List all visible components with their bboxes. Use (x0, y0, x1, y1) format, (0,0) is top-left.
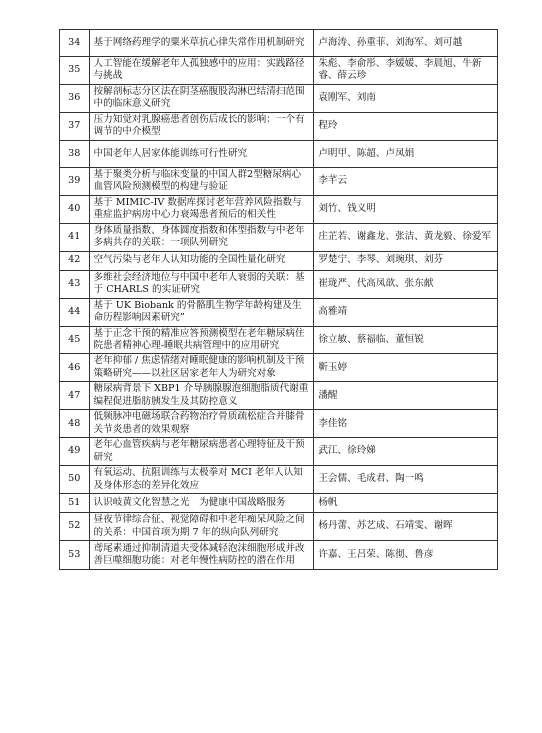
table-row (60, 140, 498, 167)
table-row (60, 513, 498, 541)
paper-title: 认识岐黄文化智慧之光 为健康中国战略服务 (89, 494, 314, 513)
row-number: 35 (60, 57, 90, 85)
paper-title: 老年心血管疾病与老年糖尿病患者心理特征及干预研究 (89, 438, 314, 466)
table-row (60, 438, 498, 466)
table-row (60, 326, 498, 354)
paper-title: 老年抑郁 / 焦虑情绪对睡眠健康的影响机制及干预策略研究——以社区居家老年人为研究对象 (89, 354, 314, 382)
row-number: 38 (60, 140, 90, 167)
table-row (60, 84, 498, 112)
paper-table-body (60, 30, 498, 570)
table-row (60, 270, 498, 298)
row-number: 41 (60, 223, 90, 251)
paper-authors: 武江、徐玲娣 (314, 438, 498, 466)
row-number: 37 (60, 112, 90, 140)
paper-title: 按解剖标志分区法在阴茎癌腹股沟淋巴结清扫范围中的临床意义研究 (89, 84, 314, 112)
table-row (60, 112, 498, 140)
table-row (60, 466, 498, 494)
paper-authors: 徐立敏、蔡福临、董恒锐 (314, 326, 498, 354)
paper-authors: 杨丹蕾、苏艺成、石靖雯、谢晖 (314, 513, 498, 541)
row-number: 46 (60, 354, 90, 382)
paper-title: 糖尿病背景下 XBP1 介导胰腺腺泡细胞脂质代谢重编程促进脂肪胰发生及其防控意义 (89, 382, 314, 410)
paper-title: 压力知觉对乳腺癌患者创伤后成长的影响：一个有调节的中介模型 (89, 112, 314, 140)
paper-authors: 高雅靖 (314, 298, 498, 326)
paper-title: 昼夜节律综合征、视觉障碍和中老年痴呆风险之间的关系：中国首项为期 7 年的纵向队列研究 (89, 513, 314, 541)
paper-authors: 杨帆 (314, 494, 498, 513)
table-row (60, 57, 498, 85)
table-row (60, 541, 498, 570)
paper-table (59, 29, 498, 570)
paper-title: 中国老年人居家体能训练可行性研究 (89, 140, 314, 167)
table-row (60, 382, 498, 410)
paper-title: 基于 UK Biobank 的骨骼肌生物学年龄构建及生命历程影响因素研究” (89, 298, 314, 326)
table-row (60, 354, 498, 382)
paper-title: 基于网络药理学的粟米草抗心律失常作用机制研究 (89, 30, 314, 57)
table-row (60, 251, 498, 270)
row-number: 40 (60, 195, 90, 223)
row-number: 50 (60, 466, 90, 494)
row-number: 52 (60, 513, 90, 541)
row-number: 45 (60, 326, 90, 354)
row-number: 43 (60, 270, 90, 298)
paper-authors: 刘竹、钱义明 (314, 195, 498, 223)
table-row (60, 410, 498, 438)
paper-authors: 崔珑严、代高凤歆、张东献 (314, 270, 498, 298)
paper-authors: 王会儒、毛成君、陶一鸣 (314, 466, 498, 494)
table-row (60, 30, 498, 57)
paper-title: 基于正念干预的精准应答预测模型在老年糖尿病住院患者精神心理-睡眠共病管理中的应用研究 (89, 326, 314, 354)
paper-authors: 卢海涛、孙重菲、刘海军、刘可越 (314, 30, 498, 57)
table-row (60, 298, 498, 326)
table-row (60, 167, 498, 195)
table-row (60, 195, 498, 223)
paper-title: 人工智能在缓解老年人孤独感中的应用：实践路径与挑战 (89, 57, 314, 85)
paper-authors: 朱彪、李俞彤、李媛媛、李晨旭、牛新睿、薛云珍 (314, 57, 498, 85)
row-number: 53 (60, 541, 90, 570)
paper-title: 鸢尾素通过抑制清道夫受体减轻泡沫细胞形成并改善巨噬细胞功能：对老年慢性病防控的潜在作用 (89, 541, 314, 570)
row-number: 51 (60, 494, 90, 513)
table-row (60, 223, 498, 251)
row-number: 49 (60, 438, 90, 466)
paper-authors: 李佳铭 (314, 410, 498, 438)
paper-authors: 许嘉、王吕荣、陈彻、鲁彦 (314, 541, 498, 570)
table-row (60, 494, 498, 513)
paper-title: 有氧运动、抗阻训练与太极拳对 MCI 老年人认知及身体形态的差异化效应 (89, 466, 314, 494)
paper-authors: 罗楚宁、李琴、刘琬琪、刘芬 (314, 251, 498, 270)
row-number: 39 (60, 167, 90, 195)
paper-title: 空气污染与老年人认知功能的全国性量化研究 (89, 251, 314, 270)
paper-title: 基于聚类分析与临床变量的中国人群2型糖尿病心血管风险预测模型的构建与验证 (89, 167, 314, 195)
row-number: 34 (60, 30, 90, 57)
paper-title: 基于 MIMIC-IV 数据库探讨老年营养风险指数与重症监护病房中心力衰竭患者预后的相关性 (89, 195, 314, 223)
paper-authors: 靳玉婷 (314, 354, 498, 382)
paper-authors: 卢明甲、陈超、卢凤娟 (314, 140, 498, 167)
paper-authors: 潘醒 (314, 382, 498, 410)
paper-authors: 李芊云 (314, 167, 498, 195)
row-number: 47 (60, 382, 90, 410)
paper-title: 多维社会经济地位与中国中老年人衰弱的关联：基于 CHARLS 的实证研究 (89, 270, 314, 298)
paper-title: 身体质量指数、身体圆度指数和体型指数与中老年多病共存的关联：一项队列研究 (89, 223, 314, 251)
row-number: 36 (60, 84, 90, 112)
paper-authors: 袁刚军、刘南 (314, 84, 498, 112)
paper-title: 低频脉冲电磁场联合药物治疗骨质疏松症合并膝骨关节炎患者的效果观察 (89, 410, 314, 438)
paper-authors: 庄芷若、谢鑫龙、张洁、黄龙毅、徐爱军 (314, 223, 498, 251)
row-number: 42 (60, 251, 90, 270)
paper-authors: 程玲 (314, 112, 498, 140)
row-number: 48 (60, 410, 90, 438)
row-number: 44 (60, 298, 90, 326)
